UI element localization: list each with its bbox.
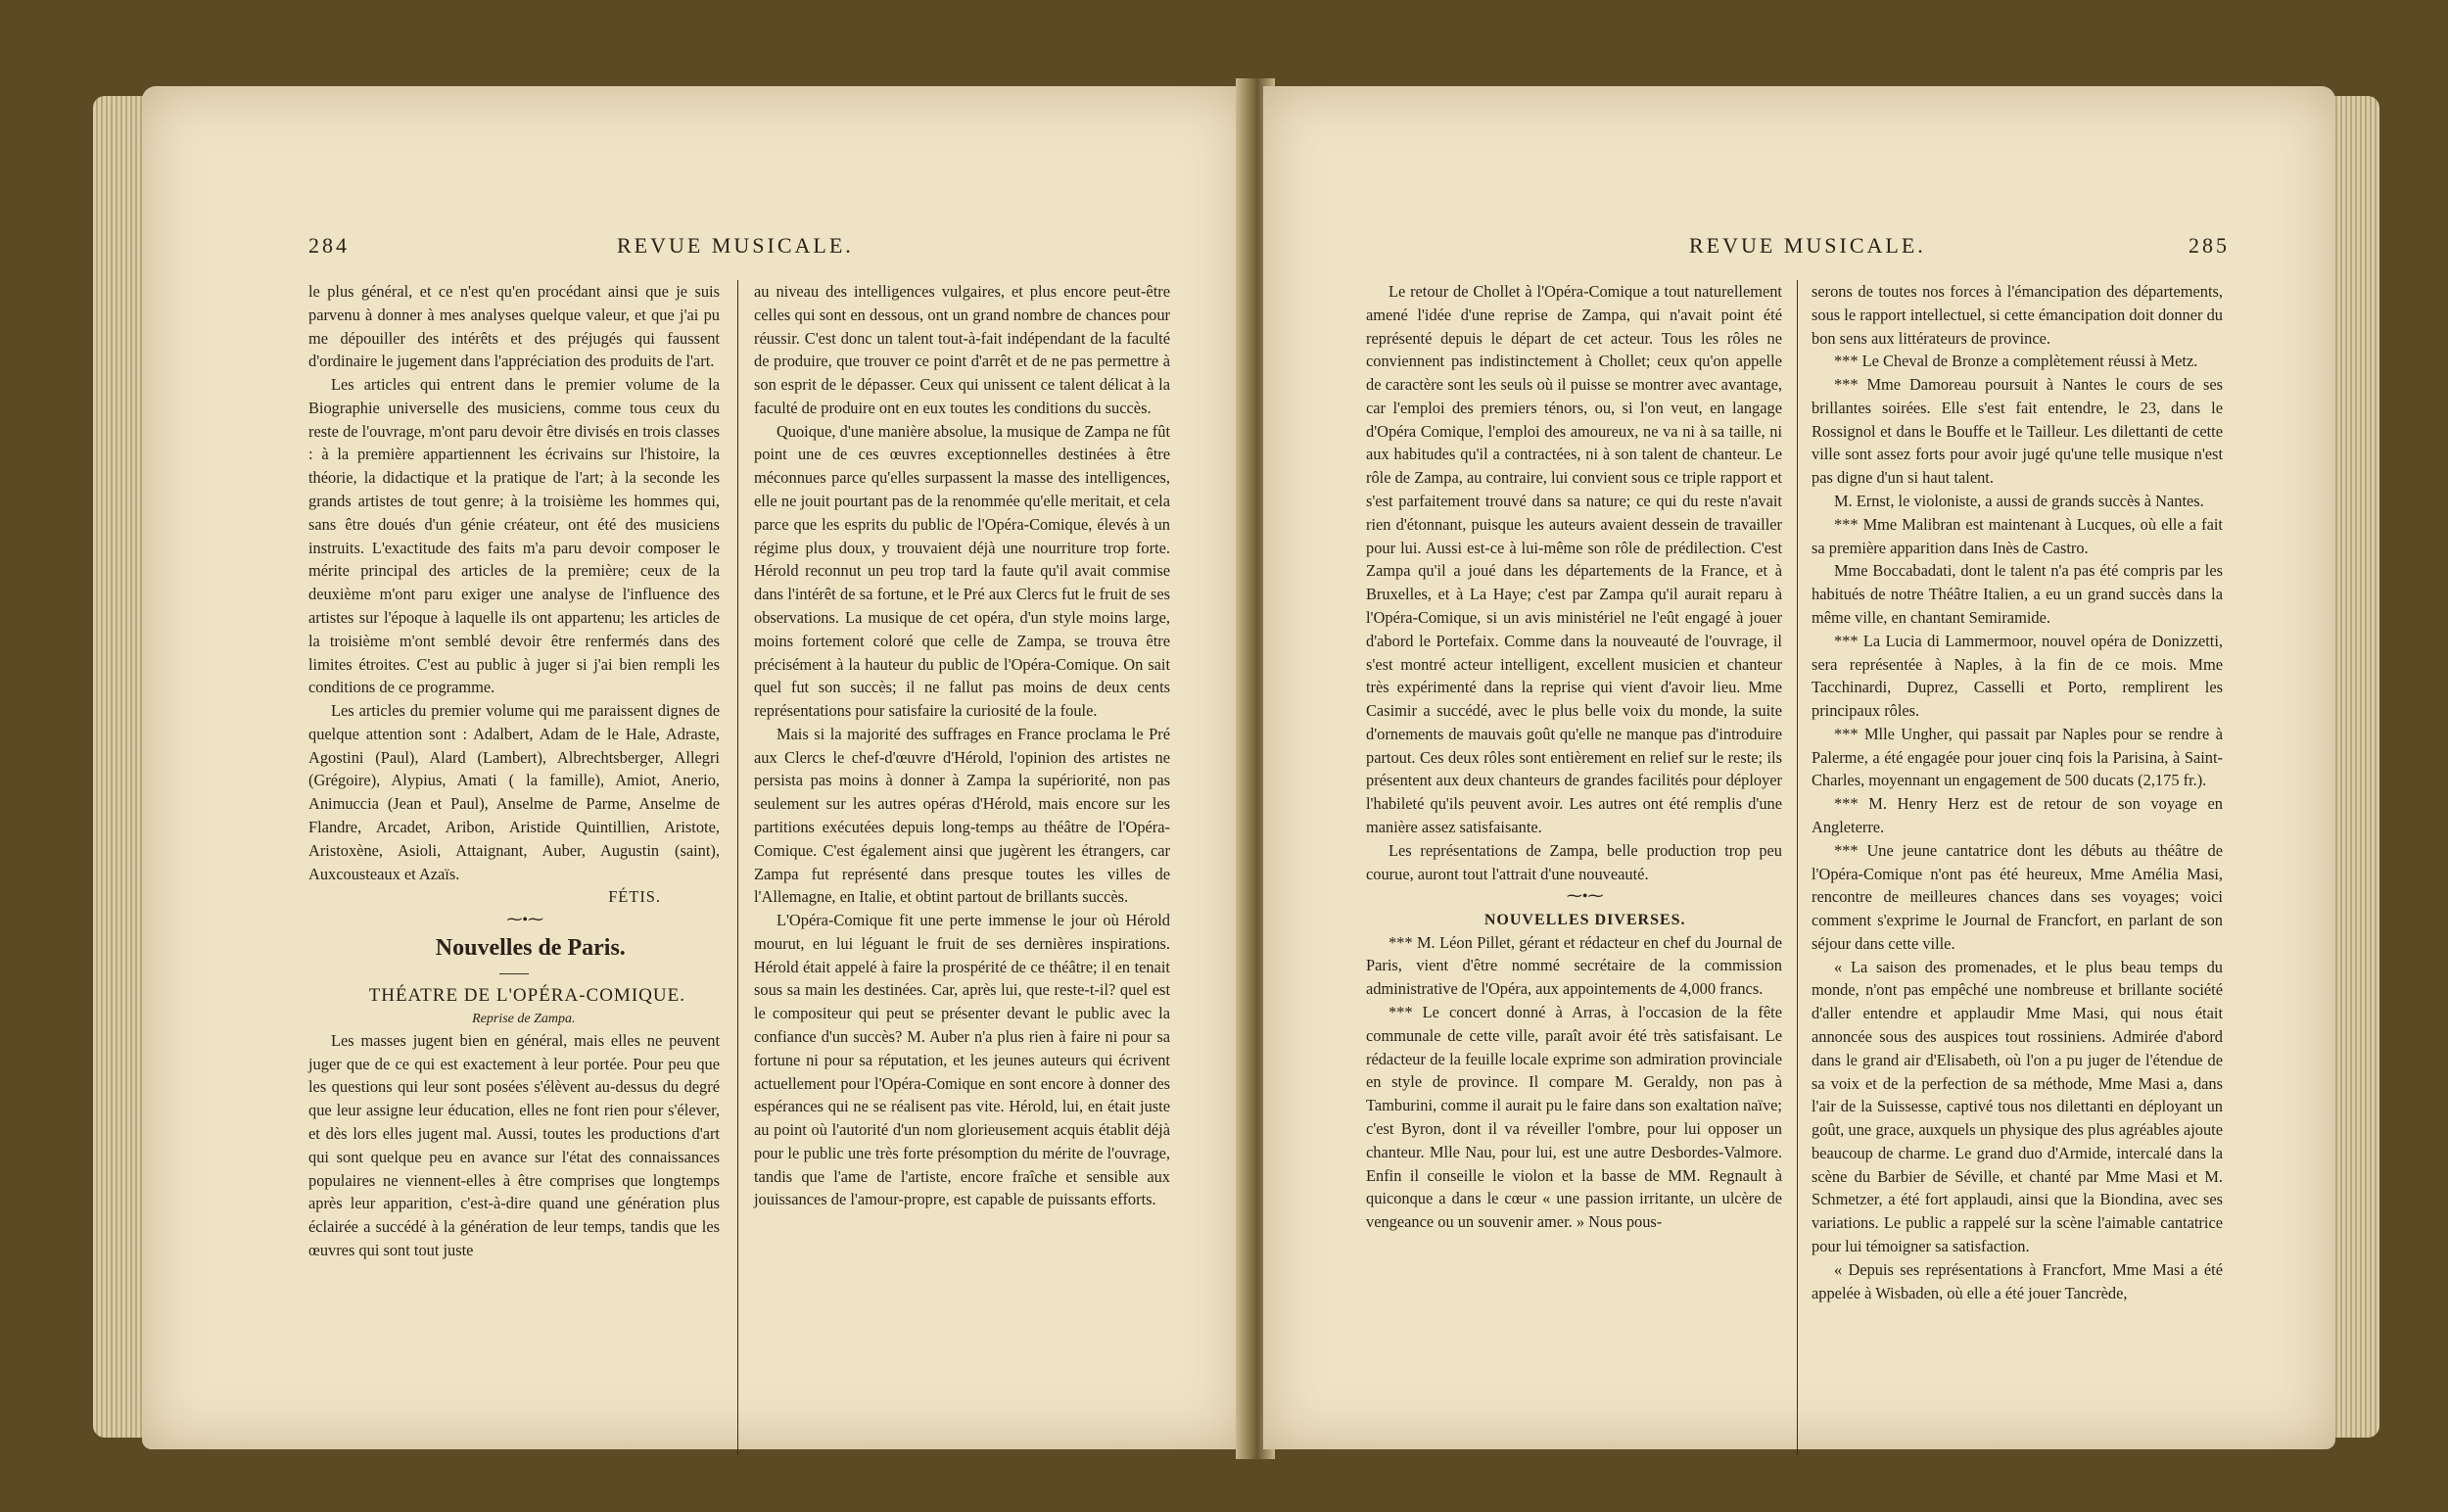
paragraph: *** M. Henry Herz est de retour de son voyage en Angleterre.	[1812, 794, 2223, 836]
paragraph: au niveau des intelligences vulgaires, et plus encore peut-être celles qui sont en dessous, ont un grand nombre de chances pour réussir. C'est donc un talent tout-à-fait indépendant de la faculté de produire, que trouver ce point d'arrêt et de ne pas permettre à son esprit de le dépasser. Ceux qui unissent ce talent délicat à la faculté de produire ont en eux toutes les conditions du succès.	[754, 282, 1170, 417]
paragraph: *** M. Léon Pillet, gérant et rédacteur en chef du Journal de Paris, vient d'être nommé secrétaire de la commission administrative de l'Opéra, aux appointements de 4,000 francs.	[1366, 932, 1782, 999]
paragraph: *** La Lucia di Lammermoor, nouvel opéra de Donizzetti, sera représentée à Naples, à la fin de ce mois. Mme Tacchinardi, Duprez, Casselli et Porto, remplirent les principaux rôles.	[1812, 631, 2223, 721]
paragraph: Mais si la majorité des suffrages en France proclama le Pré aux Clercs le chef-d'œuvre d'Hérold, l'opinion des artistes ne persista pas moins à donner à Zampa la supériorité, non pas seulement sur les autres opéras d'Hérold, mais encore sur les partitions exécutées depuis long-temps au théâtre de l'Opéra- Comique. C'est également ainsi que jugèrent les étrangers, car Zampa fut représenté dans presque toutes les villes de l'Allemagne, en Italie, et obtint partout de brillants succès.	[754, 724, 1170, 907]
left-page-number: 284	[308, 233, 350, 258]
paragraph: L'Opéra-Comique fit une perte immense le jour où Hérold mourut, en lui léguant le fruit de ses dernières inspirations. Hérold était appelé à faire la prospérité de ce théâtre; il en tenait sous sa main les destinées. Car, après lui, que reste-t-il? quel est le compositeur qui peut se présenter devant le public avec la confiance d'un succès? M. Auber n'a plus rien à faire ni pour sa fortune ni pour sa réputation, et les jeunes auteurs qui écrivent actuellement pour l'Opéra-Comique en sont encore à donner des espérances qui ne se réalisent pas vite. Hérold, lui, en était juste au point où l'autorité d'un nom glorieusement acquis établit déjà pour le public une très forte présomption du mérite de l'ouvrage, tandis que l'ame de l'artiste, encore fraîche et sensible aux jouissances de l'amour-propre, est capable de puissants efforts.	[754, 911, 1170, 1209]
subsection-title: THÉATRE DE L'OPÉRA-COMIQUE.	[368, 985, 685, 1007]
paragraph: *** Mme Damoreau poursuit à Nantes le cours de ses brillantes soirées. Elle s'est fait entendre, le 23, dans le Rossignol et dans le Bouffe et le Tailleur. Les dilettanti de cette ville sont assez forts pour avoir jugé qu'une telle musique n'est pas digne d'un si haut talent.	[1812, 375, 2223, 488]
paragraph: *** Le concert donné à Arras, à l'occasion de la fête communale de cette ville, paraît avoir été très satisfaisant. Le rédacteur de la feuille locale exprime son admiration provinciale en style de province. Il compare M. Geraldy, non pas à Tamburini, comme il aurait pu le faire dans son exaltation naïve; c'est Byron, dont il va réveiller l'ombre, pour lui opposer un chanteur. Mlle Nau, pour lui, est une autre Desbordes-Valmore. Enfin il conseille le violon et la basse de MM. Regnault à quiconque a dans le cœur « une passion irritante, un ulcère de vengeance ou un souvenir amer. » Nous pous-	[1366, 1003, 1782, 1232]
paragraph: Le retour de Chollet à l'Opéra-Comique a tout naturellement amené l'idée d'une reprise de Zampa, qui n'avait point été représenté depuis le départ de cet acteur. Tous les rôles ne conviennent pas indistinctement à Chollet; ceux qu'on appelle de caractère sont les seuls où il puisse se montrer avec avantage, car l'emploi des premiers ténors, ou, si l'on veut, en langage d'Opéra Comique, l'emploi des amoureux, ne va ni à sa taille, ni aux habitudes qu'il a contractées, ni à son talent de chanteur. Le rôle de Zampa, au contraire, lui convient sous ce triple rapport et s'est parfaitement trouvé dans sa nature; ce qui du reste n'avait rien d'étonnant, puisque les auteurs avaient dessein de travailler pour lui. Aussi est-ce à lui-même son rôle de prédilection. C'est Zampa qu'il a joué dans les départements de la France, et à Bruxelles, et à La Haye; c'est par Zampa qu'il aurait reparu à l'Opéra-Comique, si un avis ministériel ne l'eût engagé à jouer d'abord le Portefaix. Comme dans la nouveauté de l'ouvrage, il s'est montré acteur intelligent, excellent musicien et chanteur très expérimenté dans la reprise qui vient d'avoir lieu. Mme Casimir a succédé, avec le plus belle voix du monde, la suite d'ornements de mauvais goût qu'elle ne manque pas d'introduire partout. Ces deux rôles sont entièrement en relief sur le reste; ils présentent aux deux chanteurs de grandes facilités pour déployer l'habileté qu'ils peuvent avoir. Les autres ont été remplis d'une manière assez satisfaisante.	[1366, 282, 1782, 836]
left-running-head: REVUE MUSICALE.	[617, 233, 854, 258]
right-page-edges	[2330, 96, 2379, 1438]
right-page-number: 285	[2189, 233, 2230, 258]
column-rule	[1797, 280, 1798, 1455]
paragraph: Mme Boccabadati, dont le talent n'a pas été compris par les habitués de notre Théâtre Italien, a eu un grand succès dans la même ville, en chantant Semiramide.	[1812, 561, 2223, 627]
right-running-head: REVUE MUSICALE.	[1689, 233, 1926, 258]
paragraph: Les masses jugent bien en général, mais elles ne peuvent juger que de ce qui est exactement à leur portée. Pour peu que les questions qui leur sont posées s'élèvent au-dessus du degré que leur assigne leur éducation, elles ne font rien pour s'élever, et dès lors elles jugent mal. Aussi, toutes les productions d'art qui sont quelque peu en avance sur l'état des connaissances populaires ne viennent-elles à être comprises que longtemps après leur apparition, c'est-à-dire quand une génération plus éclairée a succédé à la génération de leur temps, tandis que les œuvres qui sont tout juste	[308, 1030, 720, 1259]
subsection-subtitle: Reprise de Zampa.	[472, 1011, 576, 1026]
right-page	[1263, 86, 2335, 1449]
right-column-1	[1366, 280, 1782, 1234]
paragraph: serons de toutes nos forces à l'émancipation des départements, sous le rapport intellectuel, si cette émancipation doit donner du bon sens aux littérateurs de province.	[1812, 282, 2223, 348]
paragraph: Les articles qui entrent dans le premier volume de la Biographie universelle des musiciens, comme tous ceux du reste de l'ouvrage, m'ont paru devoir être divisés en trois classes : à la première appartiennent les écrivains sur l'histoire, la théorie, la didactique et la pratique de l'art; à la seconde les grands artistes de tout genre; à la troisième les hommes qui, sans être doués d'un génie créateur, ont été des musiciens instruits. L'exactitude des faits m'a paru devoir composer le mérite principal des articles de la première; ceux de la deuxième m'ont paru exiger une analyse de l'influence des artistes sur l'époque à laquelle ils ont appartenu; les articles de la troisième m'ont semblé devoir être renfermés dans des limites étroites. C'est au public à juger si j'ai bien rempli les conditions de ce programme.	[308, 375, 720, 697]
paragraph: *** Mlle Ungher, qui passait par Naples pour se rendre à Palerme, a été engagée pour jouer cinq fois la Parisina, à Saint-Charles, moyennant un engagement de 500 ducats (2,175 fr.).	[1812, 724, 2223, 790]
paragraph: « La saison des promenades, et le plus beau temps du monde, n'ont pas empêché une nombreuse et brillante société d'aller entendre et applaudir Mme Masi, qui nous était annoncée sous des auspices tout rossiniens. Admirée d'abord dans le grand air d'Elisabeth, où l'on a pu juger de l'étendue de sa voix et de la perfection de sa méthode, Mme Masi a, dans l'air de la Suissesse, captivé tous nos dilettanti en déployant un goût, une grace, auxquels un physique des plus agréables ajoute beaucoup de charme. Le grand duo d'Armide, intercalé dans la scène du Barbier de Séville, et chanté par Mme Masi et M. Schmetzer, a été fort applaudi, ainsi que la Biondina, avec ses variations. Le public a rappelé sur la scène l'aimable cantatrice pour lui témoigner sa satisfaction.	[1812, 957, 2223, 1256]
paragraph: *** Une jeune cantatrice dont les débuts au théâtre de l'Opéra-Comique n'ont pas été heureux, Mme Amélia Masi, rencontre de meilleures chances dans ses voyages; voici comment s'exprime le Journal de Francfort, en parlant de son séjour dans cette ville.	[1812, 840, 2223, 953]
paragraph: *** Le Cheval de Bronze a complètement réussi à Metz.	[1833, 352, 2198, 371]
left-column-2	[754, 280, 1170, 1211]
section-title: NOUVELLES DIVERSES.	[1483, 911, 1686, 928]
paragraph: « Depuis ses représentations à Francfort, Mme Masi a été appelée à Wisbaden, où elle a été jouer Tancrède,	[1812, 1259, 2223, 1302]
left-page	[142, 86, 1245, 1449]
paragraph: Quoique, d'une manière absolue, la musique de Zampa ne fût point une de ces œuvres exceptionnelles destinées à être méconnues parce qu'elles surpassent la masse des intelligences, elle ne jouit pourtant pas de la renommée qu'elle meritait, et cela parce que les esprits du public de l'Opéra-Comique, élevés à un régime plus doux, y trouvaient déjà une nourriture trop forte. Hérold reconnut un peu trop tard la faute qu'il avait commise dans l'intérêt de sa fortune, et le Pré aux Clercs fut le fruit de ses observations. La musique de cet opéra, d'un style moins large, moins fortement coloré que celle de Zampa, se trouva être précisément à la hauteur du public de l'Opéra-Comique. On sait quel fut son succès; il ne fallut pas moins de deux cents représentations pour satisfaire la curiosité de la foule.	[754, 421, 1170, 721]
paragraph: M. Ernst, le violoniste, a aussi de grands succès à Nantes.	[1833, 492, 2204, 511]
ornament: ⁓•⁓	[506, 912, 543, 929]
right-column-2	[1812, 280, 2223, 1304]
column-rule	[737, 280, 738, 1455]
paragraph: Les articles du premier volume qui me paraissent dignes de quelque attention sont : Adalbert, Adam de le Hale, Adraste, Agostini (Paul), Alard (Lambert), Albrechtsberger, Allegri (Grégoire), Alypius, Amati ( la famille), Amiot, Anerio, Animuccia (Jean et Paul), Anselme de Parme, Anselme de Flandre, Arcadet, Aribon, Aristide Quintillien, Aristote, Aristoxène, Asioli, Attaignant, Auber, Augustin (saint), Auxcousteaux et Azaïs.	[308, 701, 720, 883]
signature: FÉTIS.	[608, 887, 661, 907]
paragraph: *** Mme Malibran est maintenant à Lucques, où elle a fait sa première apparition dans Inès de Castro.	[1812, 514, 2223, 557]
paragraph: le plus général, et ce n'est qu'en procédant ainsi que je suis parvenu à donner à mes analyses quelque valeur, et que j'ai pu me dépouiller des intérêts et des préjugés qui faussent d'ordinaire le jugement dans l'appréciation des produits de l'art.	[308, 282, 720, 371]
section-title: Nouvelles de Paris.	[435, 935, 626, 962]
left-column-1	[308, 280, 720, 1262]
ornament: ⁓•⁓	[1566, 888, 1604, 906]
short-rule	[499, 973, 529, 974]
paragraph: Les représentations de Zampa, belle production trop peu courue, auront tout l'attrait d'une nouveauté.	[1366, 840, 1782, 883]
